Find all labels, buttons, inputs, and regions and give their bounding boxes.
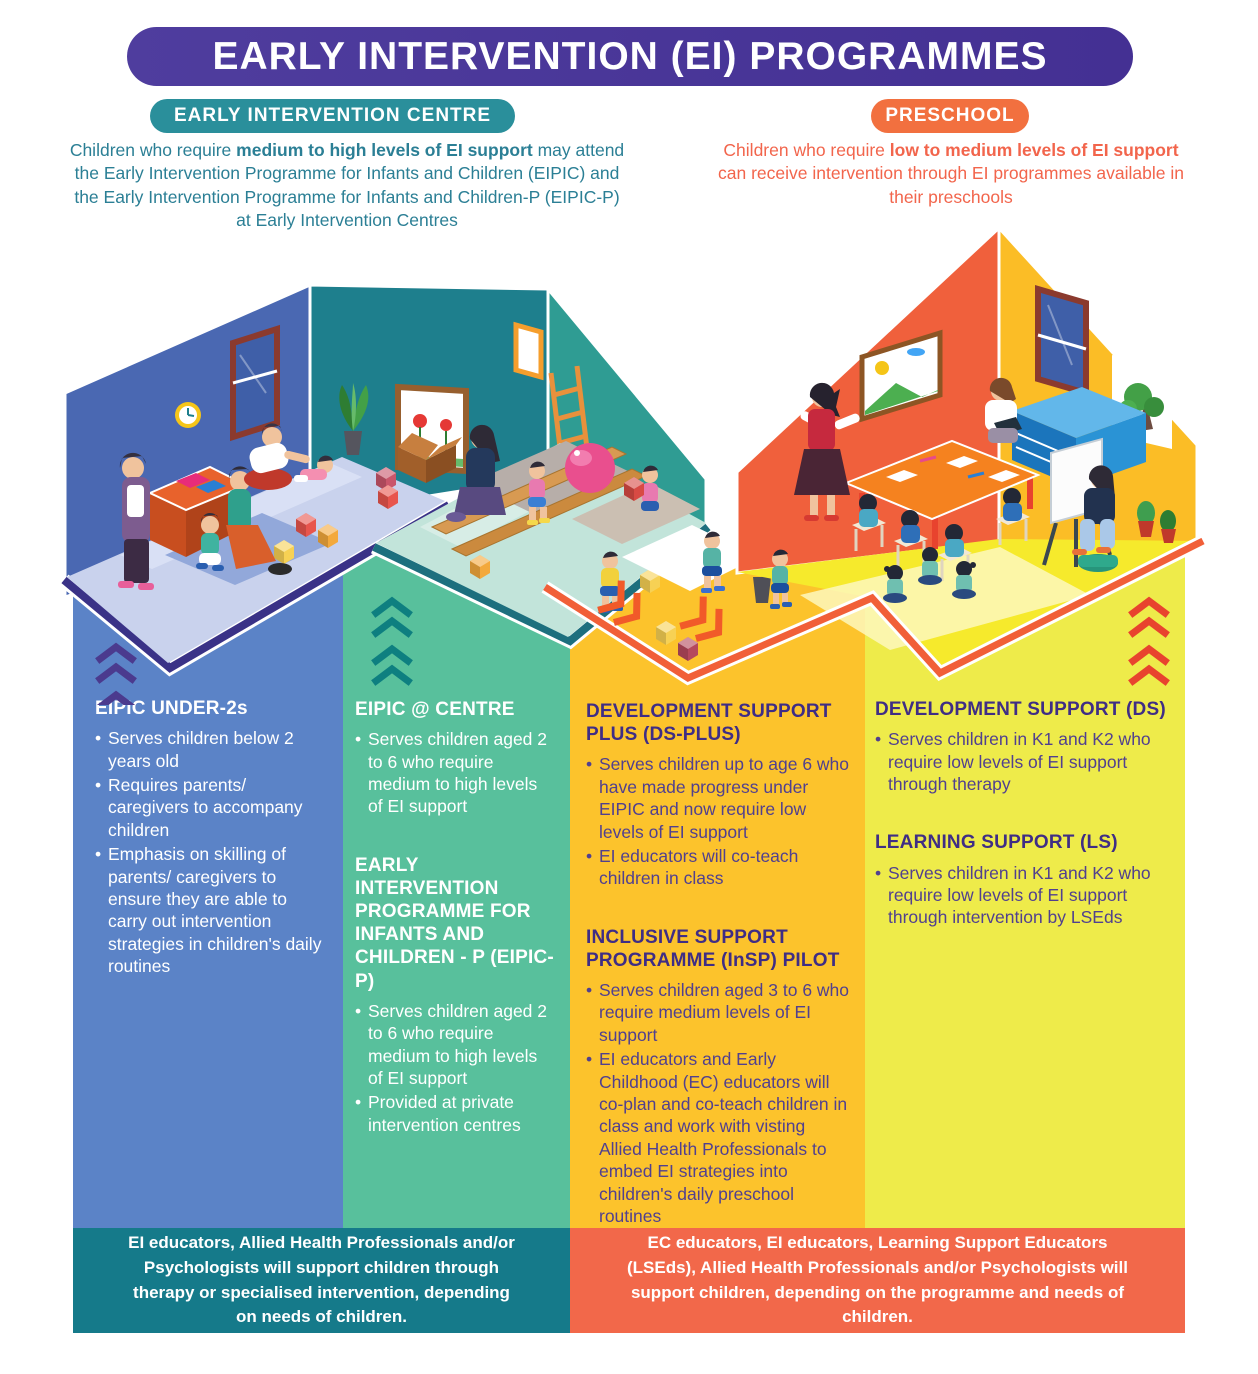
bullet: • Serves children in K1 and K2 who require low levels of EI support through intervention by LSEds — [875, 862, 1169, 929]
centre-footer: EI educators, Allied Health Professionals and/or Psychologists will support children through therapy or specialised intervention, depending on needs of children. — [73, 1228, 570, 1333]
isometric-illustration — [0, 225, 1258, 705]
ei-centre-room — [64, 285, 708, 668]
programme-heading: EIPIC @ CENTRE — [355, 699, 515, 720]
programme-heading: INCLUSIVE SUPPORT PROGRAMME (InSP) PILOT — [586, 926, 840, 971]
programme-block — [355, 854, 556, 1136]
programme-block — [586, 700, 851, 890]
bullet: • Provided at private intervention centres — [355, 1091, 556, 1136]
bullet: • EI educators and Early Childhood (EC) educators will co-plan and co-teach children in class and work with visting Allied Health Professionals to embed EI strategies into children's daily preschool routines — [586, 1048, 851, 1227]
ball-icon — [565, 443, 615, 493]
programme-heading: EIPIC UNDER-2s — [95, 698, 248, 719]
bullet: • Serves children below 2 years old — [95, 727, 327, 772]
bullet: • Serves children aged 2 to 6 who require medium to high levels of EI support — [355, 728, 556, 818]
bullet: • Requires parents/ caregivers to accompany children — [95, 774, 327, 841]
up-chevrons-icon — [100, 695, 132, 705]
title-banner — [127, 27, 1133, 86]
centre-description: Children who require medium to high levels of EI support may attend the Early Intervention Programme for Infants and Children (EIPIC) and the Early Intervention Programme for Infants and Children-P (EIPIC-P) at Early Intervention Centres — [69, 140, 625, 231]
up-chevrons-icon — [376, 649, 408, 681]
programme-block — [95, 697, 327, 977]
preschool-room — [737, 228, 1203, 673]
window-icon — [1038, 289, 1086, 393]
badge-preschool: PRESCHOOL — [871, 99, 1029, 133]
bullet: • EI educators will co-teach children in class — [586, 845, 851, 890]
programme-heading: DEVELOPMENT SUPPORT (DS) — [875, 699, 1166, 720]
window-icon — [233, 329, 277, 437]
up-chevrons-icon — [100, 647, 132, 679]
clock-icon — [175, 402, 201, 428]
badge-early-intervention-centre: EARLY INTERVENTION CENTRE — [150, 99, 515, 133]
programme-heading: EARLY INTERVENTION PROGRAMME FOR INFANTS AND CHILDREN - P (EIPIC-P) — [355, 854, 554, 992]
bullet: • Serves children in K1 and K2 who require low levels of EI support through therapy — [875, 728, 1169, 795]
programme-block — [875, 831, 1169, 928]
preschool-description: Children who require low to medium levels of EI support can receive intervention through EI programmes available in their preschools — [718, 140, 1184, 207]
bullet: • Emphasis on skilling of parents/ caregivers to ensure they are able to carry out intervention strategies in children's daily routines — [95, 843, 327, 977]
up-chevrons-icon — [376, 601, 408, 633]
programme-block — [355, 698, 556, 818]
programme-heading: LEARNING SUPPORT (LS) — [875, 832, 1118, 854]
up-chevrons-icon — [1133, 649, 1165, 681]
programme-heading: DEVELOPMENT SUPPORT PLUS (DS-PLUS) — [586, 701, 832, 746]
picture-frame-icon — [516, 325, 541, 377]
page-title: EARLY INTERVENTION (EI) PROGRAMMES — [212, 34, 1048, 78]
bullet: • Serves children up to age 6 who have made progress under EIPIC and now require low levels of EI support — [586, 753, 851, 843]
preschool-footer: EC educators, EI educators, Learning Support Educators (LSEds), Allied Health Professionals and/or Psychologists will support children, depending on the programme and needs of children. — [570, 1228, 1185, 1333]
programme-block — [586, 926, 851, 1228]
bullet: • Serves children aged 2 to 6 who require medium to high levels of EI support — [355, 1000, 556, 1090]
up-chevrons-icon — [1133, 601, 1165, 633]
right-chevrons-icon — [684, 600, 729, 645]
bullet: • Serves children aged 3 to 6 who require medium levels of EI support — [586, 979, 851, 1046]
programme-block — [875, 698, 1169, 795]
